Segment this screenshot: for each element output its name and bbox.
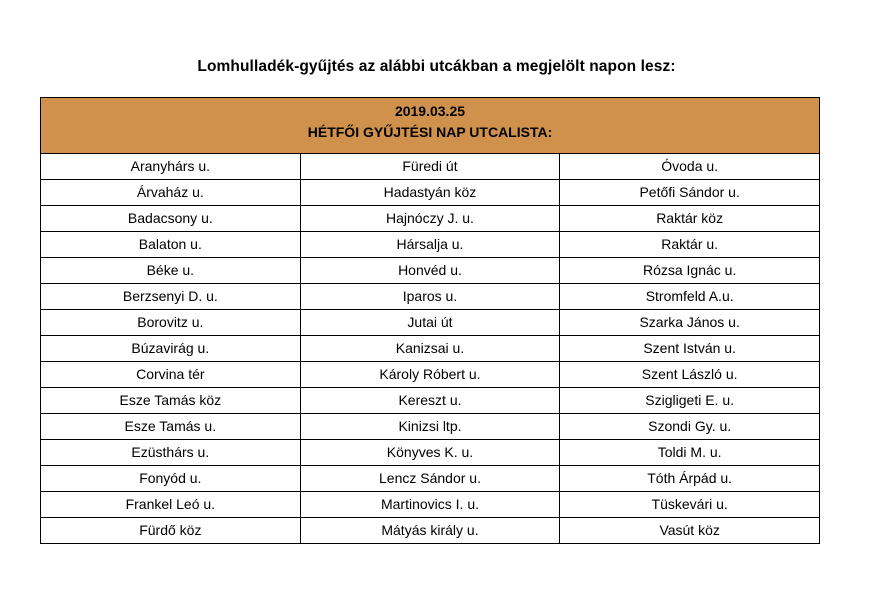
table-row — [41, 466, 820, 492]
street-cell: Tüskevári u. — [560, 492, 820, 518]
table-row — [41, 492, 820, 518]
street-cell: Vasút köz — [560, 518, 820, 544]
street-schedule-table — [40, 97, 820, 544]
table-row — [41, 180, 820, 206]
street-cell: Badacsony u. — [41, 206, 301, 232]
street-cell: Esze Tamás köz — [41, 388, 301, 414]
street-cell: Esze Tamás u. — [41, 414, 301, 440]
table-row — [41, 362, 820, 388]
table-row — [41, 414, 820, 440]
street-cell: Balaton u. — [41, 232, 301, 258]
table-title: HÉTFŐI GYŰJTÉSI NAP UTCALISTA: — [307, 124, 553, 140]
street-cell: Rózsa Ignác u. — [560, 258, 820, 284]
street-cell: Raktár köz — [560, 206, 820, 232]
street-cell: Kanizsai u. — [300, 336, 560, 362]
table-row — [41, 232, 820, 258]
table-row — [41, 154, 820, 180]
street-cell: Martinovics I. u. — [300, 492, 560, 518]
street-cell: Lencz Sándor u. — [300, 466, 560, 492]
street-cell: Corvina tér — [41, 362, 301, 388]
table-row — [41, 206, 820, 232]
street-cell: Könyves K. u. — [300, 440, 560, 466]
table-row — [41, 336, 820, 362]
street-cell: Ezüsthárs u. — [41, 440, 301, 466]
street-cell: Honvéd u. — [300, 258, 560, 284]
street-cell: Petőfi Sándor u. — [560, 180, 820, 206]
street-cell: Szent László u. — [560, 362, 820, 388]
street-cell: Hajnóczy J. u. — [300, 206, 560, 232]
street-cell: Szent István u. — [560, 336, 820, 362]
street-cell: Árvaház u. — [41, 180, 301, 206]
street-cell: Óvoda u. — [560, 154, 820, 180]
street-cell: Frankel Leó u. — [41, 492, 301, 518]
street-cell: Béke u. — [41, 258, 301, 284]
street-cell: Berzsenyi D. u. — [41, 284, 301, 310]
street-cell: Kinizsi ltp. — [300, 414, 560, 440]
street-cell: Aranyhárs u. — [41, 154, 301, 180]
street-cell: Hadastyán köz — [300, 180, 560, 206]
street-cell: Hársalja u. — [300, 232, 560, 258]
table-row — [41, 518, 820, 544]
street-cell: Szarka János u. — [560, 310, 820, 336]
street-cell: Fonyód u. — [41, 466, 301, 492]
street-cell: Jutai út — [300, 310, 560, 336]
street-cell: Szondi Gy. u. — [560, 414, 820, 440]
street-cell: Toldi M. u. — [560, 440, 820, 466]
street-cell: Fürdő köz — [41, 518, 301, 544]
street-cell: Tóth Árpád u. — [560, 466, 820, 492]
table-row — [41, 284, 820, 310]
street-cell: Károly Róbert u. — [300, 362, 560, 388]
street-cell: Búzavirág u. — [41, 336, 301, 362]
street-cell: Mátyás király u. — [300, 518, 560, 544]
table-row — [41, 388, 820, 414]
table-row — [41, 310, 820, 336]
street-cell: Füredi út — [300, 154, 560, 180]
street-cell: Kereszt u. — [300, 388, 560, 414]
street-cell: Iparos u. — [300, 284, 560, 310]
table-row — [41, 258, 820, 284]
street-cell: Stromfeld A.u. — [560, 284, 820, 310]
street-cell: Borovitz u. — [41, 310, 301, 336]
page-heading: Lomhulladék-gyűjtés az alábbi utcákban a megjelölt napon lesz: — [197, 58, 676, 75]
street-cell: Szigligeti E. u. — [560, 388, 820, 414]
table-body — [41, 98, 820, 544]
table-header-row — [41, 98, 820, 154]
table-row — [41, 440, 820, 466]
collection-date: 2019.03.25 — [394, 103, 466, 119]
table-header-cell — [41, 98, 820, 154]
street-cell: Raktár u. — [560, 232, 820, 258]
